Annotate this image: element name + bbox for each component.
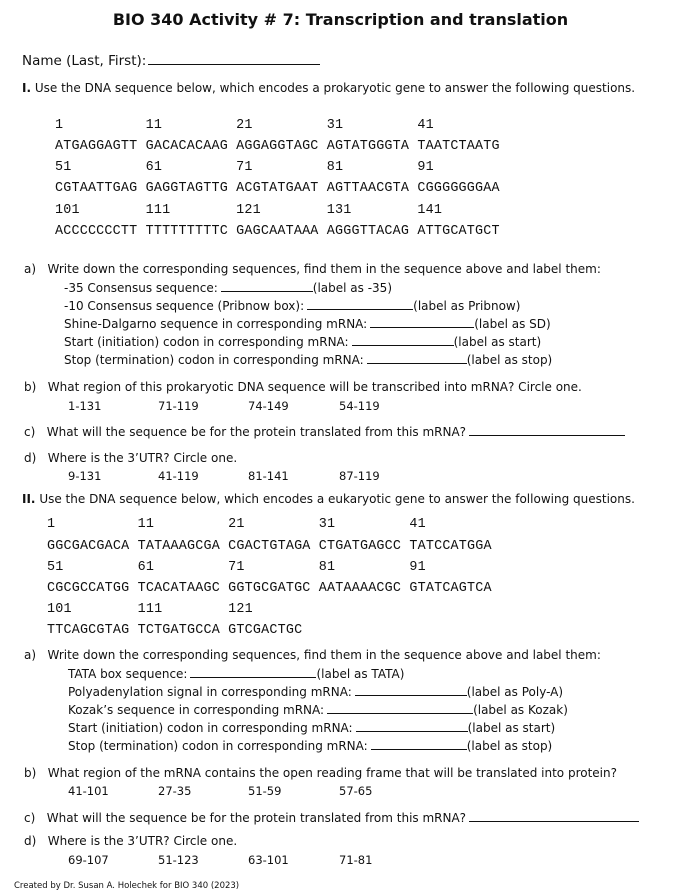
answer-hint: (label as Poly-A) <box>466 685 564 699</box>
answer-prompt: Start (initiation) codon in corresponding mRNA: <box>68 721 353 735</box>
answer-row <box>68 720 555 735</box>
seq-line: 51 61 71 81 91 <box>55 160 434 175</box>
part1-qb <box>24 380 582 394</box>
part2-qa <box>24 648 601 662</box>
footer-credit: Created by Dr. Susan A. Holechek for BIO 340 (2023) <box>14 881 240 891</box>
answer-blank[interactable] <box>367 352 467 364</box>
part1-qd <box>24 451 237 465</box>
question-text: What region of this prokaryotic DNA sequence will be transcribed into mRNA? Circle one. <box>47 380 582 394</box>
part1-intro <box>22 81 635 95</box>
question-label: c) <box>24 811 36 825</box>
question-label: b) <box>24 380 37 394</box>
seq-line: TTCAGCGTAG TCTGATGCCA GTCGACTGC <box>47 623 303 638</box>
question-text: What will the sequence be for the protein translated from this mRNA? <box>46 425 467 439</box>
option-1[interactable]: 9-131 <box>68 469 102 483</box>
answer-prompt: Stop (termination) codon in corresponding mRNA: <box>64 353 364 367</box>
answer-blank[interactable] <box>307 298 413 310</box>
answer-prompt: TATA box sequence: <box>68 667 188 681</box>
part2-intro-text: Use the DNA sequence below, which encodes a eukaryotic gene to answer the following questions. <box>39 492 635 506</box>
option-3[interactable]: 63-101 <box>248 853 289 867</box>
question-text: What region of the mRNA contains the open reading frame that will be translated into protein? <box>47 766 617 780</box>
page-title: BIO 340 Activity # 7: Transcription and translation <box>112 10 569 29</box>
answer-prompt: Stop (termination) codon in corresponding mRNA: <box>68 739 368 753</box>
part1-intro-text: Use the DNA sequence below, which encodes a prokaryotic gene to answer the following questions. <box>34 81 636 95</box>
answer-row <box>68 666 404 681</box>
seq-line: GGCGACGACA TATAAAGCGA CGACTGTAGA CTGATGAGCC TATCCATGGA <box>47 539 492 554</box>
option-2[interactable]: 41-119 <box>158 469 199 483</box>
question-text: Where is the 3’UTR? Circle one. <box>47 834 238 848</box>
answer-prompt: Kozak’s sequence in corresponding mRNA: <box>68 703 325 717</box>
answer-hint: (label as stop) <box>466 353 553 367</box>
part2-label: II. <box>22 492 36 506</box>
seq-line: CGCGCCATGG TCACATAAGC GGTGCGATGC AATAAAACGC GTATCAGTCA <box>47 581 492 596</box>
seq-line: 1 11 21 31 41 <box>55 118 434 133</box>
answer-hint: (label as start) <box>453 335 542 349</box>
answer-blank[interactable] <box>190 666 316 678</box>
answer-hint: (label as -35) <box>312 281 392 295</box>
answer-hint: (label as stop) <box>466 739 553 753</box>
question-text: Write down the corresponding sequences, find them in the sequence above and label them: <box>47 262 601 276</box>
answer-hint: (label as start) <box>467 721 556 735</box>
answer-hint: (label as Kozak) <box>473 703 568 717</box>
answer-hint: (label as SD) <box>474 317 551 331</box>
option-2[interactable]: 51-123 <box>158 853 199 867</box>
answer-prompt: Polyadenylation signal in corresponding mRNA: <box>68 685 352 699</box>
option-3[interactable]: 74-149 <box>248 399 289 413</box>
question-label: a) <box>24 262 37 276</box>
option-2[interactable]: 71-119 <box>158 399 199 413</box>
question-text: Where is the 3’UTR? Circle one. <box>47 451 238 465</box>
option-2[interactable]: 27-35 <box>158 784 192 798</box>
answer-row <box>68 738 552 753</box>
option-4[interactable]: 87-119 <box>339 469 380 483</box>
question-label: d) <box>24 834 37 848</box>
part2-qc <box>24 810 639 825</box>
answer-blank[interactable] <box>221 280 313 292</box>
answer-row <box>64 298 520 313</box>
answer-blank[interactable] <box>469 810 639 822</box>
part1-qc <box>24 424 625 439</box>
seq-line: ACCCCCCCTT TTTTTTTTTC GAGCAATAAA AGGGTTACAG ATTGCATGCT <box>55 224 500 239</box>
answer-blank[interactable] <box>469 424 625 436</box>
answer-row <box>64 280 392 295</box>
question-label: d) <box>24 451 37 465</box>
answer-prompt: Start (initiation) codon in corresponding mRNA: <box>64 335 349 349</box>
answer-blank[interactable] <box>352 334 454 346</box>
name-label: Name (Last, First): <box>22 53 147 69</box>
answer-blank[interactable] <box>355 684 467 696</box>
seq-line: CGTAATTGAG GAGGTAGTTG ACGTATGAAT AGTTAACGTA CGGGGGGGAA <box>55 181 500 196</box>
answer-row <box>68 702 568 717</box>
question-label: c) <box>24 425 36 439</box>
option-1[interactable]: 1-131 <box>68 399 102 413</box>
question-label: a) <box>24 648 37 662</box>
option-4[interactable]: 57-65 <box>339 784 373 798</box>
answer-blank[interactable] <box>356 720 468 732</box>
name-field-row <box>22 52 320 69</box>
part1-label: I. <box>22 81 32 95</box>
answer-blank[interactable] <box>370 316 474 328</box>
option-3[interactable]: 51-59 <box>248 784 282 798</box>
answer-blank[interactable] <box>371 738 467 750</box>
part2-qd <box>24 834 237 848</box>
answer-row <box>64 334 541 349</box>
answer-prompt: -35 Consensus sequence: <box>64 281 218 295</box>
question-label: b) <box>24 766 37 780</box>
seq-line: 1 11 21 31 41 <box>47 517 426 532</box>
answer-hint: (label as TATA) <box>316 667 405 681</box>
option-4[interactable]: 71-81 <box>339 853 373 867</box>
part2-intro <box>22 492 635 506</box>
option-1[interactable]: 41-101 <box>68 784 109 798</box>
answer-row <box>68 684 563 699</box>
option-3[interactable]: 81-141 <box>248 469 289 483</box>
option-4[interactable]: 54-119 <box>339 399 380 413</box>
part1-qa <box>24 262 601 276</box>
answer-prompt: -10 Consensus sequence (Pribnow box): <box>64 299 305 313</box>
question-text: Write down the corresponding sequences, find them in the sequence above and label them: <box>47 648 601 662</box>
answer-row <box>64 316 551 331</box>
seq-line: ATGAGGAGTT GACACACAAG AGGAGGTAGC AGTATGGGTA TAATCTAATG <box>55 139 500 154</box>
question-text: What will the sequence be for the protein translated from this mRNA? <box>46 811 467 825</box>
answer-hint: (label as Pribnow) <box>413 299 521 313</box>
part2-qb <box>24 766 617 780</box>
seq-line: 101 111 121 131 141 <box>55 203 443 218</box>
seq-line: 101 111 121 <box>47 602 253 617</box>
answer-row <box>64 352 552 367</box>
answer-prompt: Shine-Dalgarno sequence in corresponding mRNA: <box>64 317 368 331</box>
name-blank[interactable] <box>148 52 320 65</box>
option-1[interactable]: 69-107 <box>68 853 109 867</box>
seq-line: 51 61 71 81 91 <box>47 560 426 575</box>
answer-blank[interactable] <box>327 702 473 714</box>
